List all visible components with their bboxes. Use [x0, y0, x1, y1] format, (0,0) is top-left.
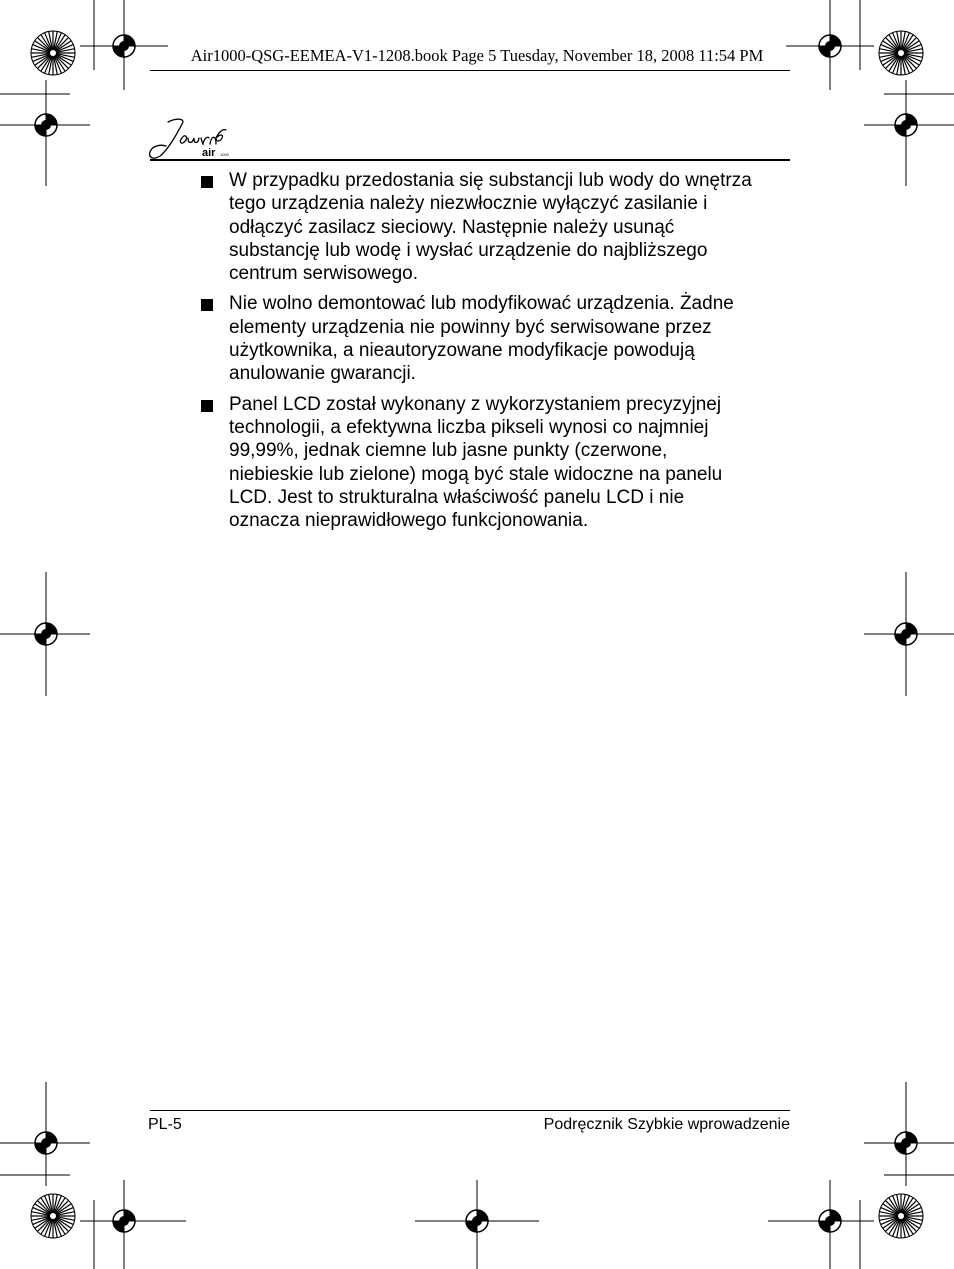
- bullet-text: Nie wolno demontować lub modyfikować urządzenia. Żadne elementy urządzenia nie powinny być serwisowane przez użytkownika, a nieautoryzowane modyfikacje powodują anulowanie gwarancji.: [229, 293, 734, 385]
- list-item: [198, 393, 798, 533]
- bullet-text: Panel LCD został wykonany z wykorzystaniem precyzyjnej technologii, a efektywna liczba pikseli wynosi co najmniej 99,99%, jednak ciemne lub jasne punkty (czerwone, niebieskie lub zielone) mogą być stale widoczne na panelu LCD. Jest to strukturalna właściwość panelu LCD i nie oznacza nieprawidłowego funkcjonowania.: [229, 393, 723, 532]
- journe-air-logo-icon: [146, 112, 236, 162]
- svg-text:1000: 1000: [220, 152, 229, 157]
- page-number: PL-5: [148, 1116, 182, 1133]
- header-rule: [150, 159, 790, 161]
- square-bullet-icon: [201, 400, 213, 412]
- list-item: [198, 169, 798, 285]
- bullet-list: [198, 169, 798, 539]
- slug-text: Air1000-QSG-EEMEA-V1-1208.book Page 5 Tuesday, November 18, 2008 11:54 PM: [190, 46, 764, 65]
- footer-title: Podręcznik Szybkie wprowadzenie: [543, 1116, 790, 1133]
- list-item: [198, 292, 798, 385]
- footer-rule: [150, 1110, 790, 1111]
- slug-underline: [150, 70, 790, 71]
- bullet-text: W przypadku przedostania się substancji lub wody do wnętrza tego urządzenia należy niezwłocznie wyłączyć zasilanie i odłączyć zasilacz sieciowy. Następnie należy usunąć substancję lub wodę i wysłać urządzenie do najbliższego centrum serwisowego.: [229, 170, 752, 285]
- square-bullet-icon: [201, 176, 213, 188]
- square-bullet-icon: [201, 299, 213, 311]
- logo-air-text: air: [202, 147, 216, 159]
